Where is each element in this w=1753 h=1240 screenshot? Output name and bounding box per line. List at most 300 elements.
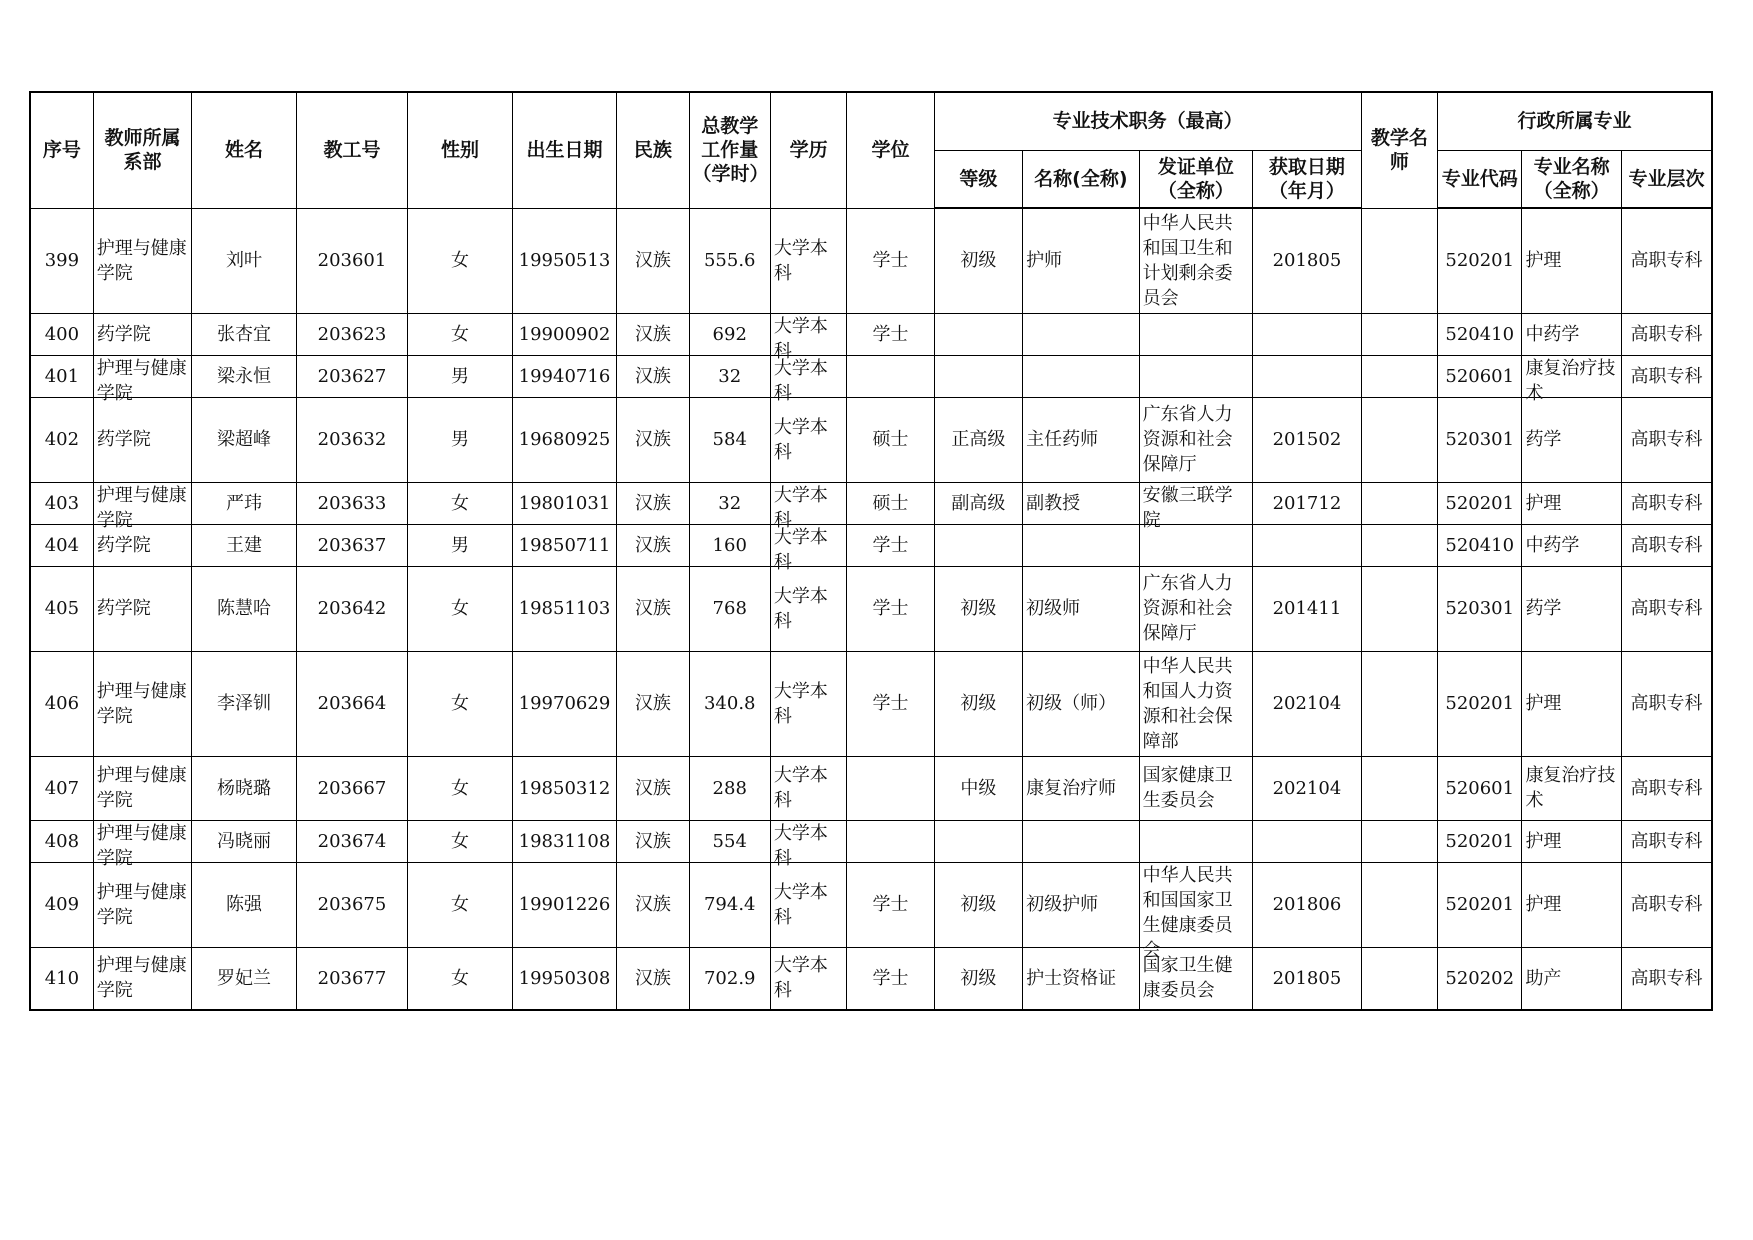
cell-education-text: 大学本科	[773, 881, 828, 928]
header-major-name: 专业名称（全称）	[1522, 150, 1621, 208]
cell-major-level	[1621, 355, 1712, 397]
cell-staff-no	[296, 651, 408, 756]
cell-gender	[408, 566, 512, 651]
cell-staff-no	[296, 397, 408, 482]
cell-gender-text: 男	[450, 429, 469, 450]
cell-gender-text: 女	[450, 323, 469, 345]
cell-birth-text: 19970629	[518, 693, 611, 714]
cell-major-code-text: 520301	[1445, 429, 1515, 450]
cell-major-name-text: 药学	[1525, 429, 1562, 450]
cell-major-level-text: 高职专科	[1630, 967, 1703, 989]
cell-education	[770, 566, 846, 651]
cell-major-code-text: 520410	[1445, 323, 1515, 345]
cell-degree-text: 学士	[872, 534, 909, 556]
cell-seq	[30, 756, 93, 820]
header-name: 姓名	[192, 92, 296, 208]
cell-staff-no-text: 203633	[317, 492, 387, 514]
cell-degree-text: 学士	[872, 250, 909, 271]
cell-major-name-text: 护理	[1525, 894, 1562, 915]
cell-ethnic-text: 汉族	[634, 777, 671, 799]
cell-dept	[93, 355, 191, 404]
cell-major-name	[1522, 397, 1621, 482]
cell-name	[192, 862, 296, 947]
cell-major-code-text: 520201	[1445, 693, 1515, 714]
cell-major-code	[1438, 947, 1522, 1010]
cell-title-issuer-text: 中华人民共和国国家卫生健康委员会	[1142, 865, 1233, 961]
cell-workload	[689, 651, 770, 756]
cell-major-level-text: 高职专科	[1630, 693, 1703, 714]
cell-major-name	[1522, 862, 1621, 947]
cell-birth-text: 19950308	[518, 967, 611, 989]
cell-workload	[689, 947, 770, 1010]
cell-seq-text: 409	[44, 894, 80, 915]
cell-major-name-text: 助产	[1525, 967, 1562, 989]
cell-staff-no	[296, 524, 408, 566]
cell-title-issuer	[1139, 482, 1253, 531]
cell-dept-text: 护理与健康学院	[96, 823, 187, 869]
cell-title-level-text: 初级	[960, 967, 997, 989]
cell-workload-text: 555.6	[703, 250, 756, 271]
header-title-date: 获取日期（年月）	[1253, 150, 1362, 208]
cell-dept-text: 护理与健康学院	[96, 955, 187, 1002]
cell-major-level	[1621, 862, 1712, 947]
cell-birth-text: 19851103	[518, 598, 611, 619]
cell-staff-no	[296, 862, 408, 947]
cell-degree	[847, 397, 934, 482]
cell-staff-no	[296, 947, 408, 1010]
table-row	[30, 208, 1712, 313]
cell-major-level-text: 高职专科	[1630, 777, 1703, 799]
cell-ethnic	[617, 820, 689, 862]
cell-education	[770, 313, 846, 362]
cell-education	[770, 524, 846, 573]
cell-major-code	[1438, 862, 1522, 947]
cell-dept-text: 护理与健康学院	[96, 358, 187, 404]
cell-major-code-text: 520201	[1445, 492, 1515, 514]
cell-birth-text: 19850711	[518, 534, 611, 556]
cell-staff-no	[296, 820, 408, 862]
cell-title-level	[934, 820, 1022, 862]
cell-dept-text: 药学院	[96, 429, 151, 450]
cell-staff-no-text: 203675	[317, 894, 387, 915]
header-education: 学历	[770, 92, 846, 208]
cell-dept-text: 护理与健康学院	[96, 765, 187, 811]
cell-degree	[847, 313, 934, 355]
cell-major-name	[1522, 482, 1621, 524]
cell-gender	[408, 820, 512, 862]
cell-dept	[93, 566, 191, 651]
cell-title-issuer-text: 中华人民共和国卫生和计划剩余委员会	[1142, 212, 1233, 309]
cell-famous-teacher	[1361, 566, 1437, 651]
cell-staff-no	[296, 482, 408, 524]
cell-major-name-text: 护理	[1525, 830, 1562, 852]
cell-major-name-text: 康复治疗技术	[1525, 765, 1616, 811]
cell-title-issuer	[1139, 397, 1253, 482]
cell-title-date	[1253, 524, 1362, 566]
table-row	[30, 566, 1712, 651]
cell-major-name	[1522, 208, 1621, 313]
cell-title-level	[934, 208, 1022, 313]
cell-birth	[512, 947, 616, 1010]
cell-title-date	[1253, 756, 1362, 820]
cell-title-issuer-text: 国家卫生健康委员会	[1142, 955, 1233, 1002]
cell-major-level	[1621, 566, 1712, 651]
cell-title-name	[1023, 820, 1140, 862]
cell-workload-text: 768	[712, 598, 747, 619]
cell-workload-text: 692	[712, 323, 747, 345]
cell-seq	[30, 355, 93, 397]
cell-major-level	[1621, 397, 1712, 482]
cell-title-date-text: 202104	[1272, 693, 1342, 714]
cell-title-issuer	[1139, 313, 1253, 355]
cell-gender-text: 女	[450, 598, 469, 619]
cell-title-name-text: 初级护师	[1026, 894, 1099, 915]
cell-title-level-text: 中级	[960, 777, 997, 799]
cell-title-issuer-text: 国家健康卫生委员会	[1142, 765, 1233, 811]
cell-seq	[30, 862, 93, 947]
cell-name	[192, 947, 296, 1010]
cell-staff-no-text: 203623	[317, 323, 387, 345]
cell-education-text: 大学本科	[773, 416, 828, 463]
cell-major-code	[1438, 397, 1522, 482]
header-staff-no: 教工号	[296, 92, 408, 208]
cell-gender-text: 女	[450, 492, 469, 514]
cell-title-issuer	[1139, 208, 1253, 313]
cell-name-text: 陈慧哈	[216, 598, 271, 619]
cell-title-level-text: 初级	[960, 894, 997, 915]
cell-birth	[512, 756, 616, 820]
cell-seq-text: 399	[44, 250, 80, 271]
cell-education-text: 大学本科	[773, 527, 828, 573]
cell-major-level-text: 高职专科	[1630, 598, 1703, 619]
cell-ethnic-text: 汉族	[634, 830, 671, 852]
cell-ethnic	[617, 862, 689, 947]
cell-education-text: 大学本科	[773, 316, 828, 362]
cell-title-date	[1253, 947, 1362, 1010]
cell-workload-text: 288	[712, 777, 747, 799]
cell-seq-text: 402	[44, 429, 80, 450]
cell-title-date-text: 202104	[1272, 777, 1342, 799]
cell-title-name	[1023, 397, 1140, 482]
cell-title-level-text: 初级	[960, 598, 997, 619]
cell-workload-text: 554	[712, 830, 747, 852]
cell-title-date-text: 201502	[1272, 429, 1342, 450]
cell-degree-text: 学士	[872, 323, 909, 345]
cell-name	[192, 820, 296, 862]
cell-gender-text: 女	[450, 894, 469, 915]
cell-title-issuer	[1139, 651, 1253, 756]
cell-major-code-text: 520202	[1445, 967, 1515, 989]
cell-title-date-text: 201805	[1272, 967, 1342, 989]
cell-title-issuer-text: 广东省人力资源和社会保障厅	[1142, 404, 1233, 475]
cell-title-name	[1023, 756, 1140, 820]
cell-staff-no	[296, 208, 408, 313]
table-row	[30, 820, 1712, 862]
cell-name-text: 张杏宜	[216, 323, 271, 345]
header-gender: 性别	[408, 92, 512, 208]
cell-major-code	[1438, 355, 1522, 397]
cell-title-issuer-text: 中华人民共和国人力资源和社会保障部	[1142, 655, 1233, 752]
cell-degree	[847, 524, 934, 566]
cell-name-text: 李泽钏	[216, 693, 271, 714]
cell-name	[192, 397, 296, 482]
cell-major-code-text: 520201	[1445, 830, 1515, 852]
cell-gender-text: 男	[450, 365, 469, 387]
cell-gender	[408, 524, 512, 566]
cell-degree-text: 学士	[872, 894, 909, 915]
cell-name-text: 冯晓丽	[216, 830, 271, 852]
cell-title-name	[1023, 862, 1140, 947]
cell-gender	[408, 397, 512, 482]
header-title-level: 等级	[934, 150, 1022, 208]
cell-major-code-text: 520201	[1445, 894, 1515, 915]
cell-title-date	[1253, 482, 1362, 524]
cell-workload	[689, 313, 770, 355]
cell-workload-text: 160	[712, 534, 747, 556]
cell-name-text: 刘叶	[225, 250, 262, 271]
cell-seq	[30, 524, 93, 566]
cell-name	[192, 651, 296, 756]
cell-birth	[512, 820, 616, 862]
cell-major-code-text: 520410	[1445, 534, 1515, 556]
cell-major-code	[1438, 756, 1522, 820]
cell-ethnic-text: 汉族	[634, 967, 671, 989]
cell-dept	[93, 482, 191, 531]
cell-major-name-text: 护理	[1525, 492, 1562, 514]
cell-gender	[408, 862, 512, 947]
cell-name	[192, 208, 296, 313]
cell-major-level	[1621, 651, 1712, 756]
cell-staff-no-text: 203637	[317, 534, 387, 556]
header-degree: 学位	[847, 92, 934, 208]
cell-education	[770, 947, 846, 1010]
cell-degree-text: 学士	[872, 967, 909, 989]
table-body	[30, 208, 1712, 1010]
table-row	[30, 482, 1712, 524]
cell-birth-text: 19680925	[518, 429, 611, 450]
cell-title-issuer	[1139, 862, 1253, 961]
cell-birth	[512, 482, 616, 524]
cell-major-code	[1438, 566, 1522, 651]
cell-major-level	[1621, 482, 1712, 524]
cell-major-name-text: 中药学	[1525, 323, 1580, 345]
cell-seq	[30, 820, 93, 862]
cell-dept	[93, 651, 191, 756]
cell-gender	[408, 482, 512, 524]
cell-workload	[689, 524, 770, 566]
cell-name	[192, 313, 296, 355]
cell-major-code-text: 520601	[1445, 777, 1515, 799]
cell-major-code	[1438, 313, 1522, 355]
cell-workload	[689, 862, 770, 947]
cell-seq-text: 408	[44, 830, 80, 852]
cell-seq	[30, 397, 93, 482]
cell-title-issuer	[1139, 820, 1253, 862]
cell-major-level	[1621, 208, 1712, 313]
cell-title-date-text: 201806	[1272, 894, 1342, 915]
cell-major-name	[1522, 756, 1621, 820]
cell-seq-text: 404	[44, 534, 80, 556]
cell-title-date-text: 201712	[1272, 492, 1342, 514]
cell-dept-text: 药学院	[96, 534, 151, 556]
cell-major-level	[1621, 820, 1712, 862]
cell-staff-no-text: 203642	[317, 598, 387, 619]
cell-ethnic	[617, 313, 689, 355]
cell-education-text: 大学本科	[773, 765, 828, 811]
cell-workload-text: 32	[718, 492, 742, 514]
cell-seq	[30, 313, 93, 355]
cell-title-level	[934, 313, 1022, 355]
table-row	[30, 397, 1712, 482]
cell-ethnic-text: 汉族	[634, 534, 671, 556]
cell-staff-no-text: 203674	[317, 830, 387, 852]
header-title-name: 名称(全称)	[1023, 150, 1140, 208]
cell-name	[192, 524, 296, 566]
cell-title-level	[934, 756, 1022, 820]
cell-education-text: 大学本科	[773, 237, 828, 284]
cell-ethnic	[617, 397, 689, 482]
cell-birth	[512, 313, 616, 355]
cell-title-name	[1023, 313, 1140, 355]
cell-title-name-text: 康复治疗师	[1026, 777, 1117, 799]
cell-staff-no-text: 203601	[317, 250, 387, 271]
cell-staff-no-text: 203632	[317, 429, 387, 450]
cell-seq	[30, 482, 93, 524]
cell-staff-no-text: 203667	[317, 777, 387, 799]
table-row	[30, 313, 1712, 355]
cell-seq	[30, 947, 93, 1010]
cell-name-text: 陈强	[225, 894, 262, 915]
cell-degree-text: 学士	[872, 693, 909, 714]
table-row	[30, 524, 1712, 566]
cell-ethnic	[617, 947, 689, 1010]
cell-dept	[93, 862, 191, 947]
cell-birth-text: 19901226	[518, 894, 611, 915]
cell-name-text: 王建	[225, 534, 262, 556]
cell-title-name-text: 护师	[1026, 250, 1063, 272]
cell-famous-teacher	[1361, 947, 1437, 1010]
cell-title-date	[1253, 651, 1362, 756]
cell-birth-text: 19850312	[518, 777, 611, 799]
cell-birth	[512, 566, 616, 651]
cell-title-level	[934, 947, 1022, 1010]
cell-degree	[847, 355, 934, 397]
cell-major-level-text: 高职专科	[1630, 429, 1703, 450]
cell-famous-teacher	[1361, 756, 1437, 820]
cell-staff-no	[296, 355, 408, 397]
cell-dept-text: 护理与健康学院	[96, 485, 187, 531]
cell-birth	[512, 397, 616, 482]
cell-ethnic-text: 汉族	[634, 492, 671, 514]
cell-birth-text: 19831108	[518, 830, 611, 852]
cell-education	[770, 862, 846, 947]
cell-ethnic-text: 汉族	[634, 894, 671, 915]
cell-major-name	[1522, 947, 1621, 1010]
cell-title-level-text: 初级	[960, 693, 997, 714]
cell-education-text: 大学本科	[773, 680, 828, 727]
cell-famous-teacher	[1361, 208, 1437, 313]
cell-workload	[689, 355, 770, 397]
teacher-table	[29, 91, 1713, 1011]
cell-major-name	[1522, 820, 1621, 862]
cell-gender	[408, 651, 512, 756]
cell-staff-no-text: 203664	[317, 693, 387, 714]
cell-dept	[93, 947, 191, 1010]
cell-title-name	[1023, 355, 1140, 397]
cell-title-issuer	[1139, 756, 1253, 820]
cell-workload-text: 340.8	[703, 693, 756, 714]
cell-birth	[512, 651, 616, 756]
cell-title-level	[934, 524, 1022, 566]
cell-title-date	[1253, 820, 1362, 862]
header-major-code: 专业代码	[1438, 150, 1522, 208]
cell-birth	[512, 208, 616, 313]
cell-major-level-text: 高职专科	[1630, 365, 1703, 387]
cell-education	[770, 355, 846, 404]
cell-name	[192, 566, 296, 651]
cell-education-text: 大学本科	[773, 955, 828, 1002]
cell-ethnic	[617, 756, 689, 820]
cell-dept-text: 护理与健康学院	[96, 237, 187, 284]
cell-major-level-text: 高职专科	[1630, 830, 1703, 852]
cell-major-name-text: 药学	[1525, 598, 1562, 619]
cell-major-name	[1522, 566, 1621, 651]
cell-gender	[408, 756, 512, 820]
cell-gender	[408, 208, 512, 313]
cell-dept	[93, 397, 191, 482]
cell-title-issuer	[1139, 566, 1253, 651]
cell-degree	[847, 208, 934, 313]
cell-major-name-text: 护理	[1525, 250, 1562, 272]
cell-title-name-text: 初级师	[1026, 598, 1081, 619]
cell-workload-text: 794.4	[703, 894, 756, 915]
cell-education	[770, 651, 846, 756]
cell-ethnic-text: 汉族	[634, 693, 671, 714]
cell-title-level-text: 副高级	[951, 492, 1006, 514]
table-header	[30, 92, 1712, 208]
cell-seq	[30, 208, 93, 313]
cell-dept	[93, 820, 191, 869]
cell-title-name-text: 护士资格证	[1026, 967, 1117, 989]
cell-gender-text: 女	[450, 250, 469, 271]
cell-title-name-text: 主任药师	[1026, 429, 1099, 450]
cell-name-text: 梁永恒	[216, 365, 271, 387]
cell-ethnic	[617, 524, 689, 566]
cell-dept	[93, 313, 191, 355]
cell-major-name	[1522, 313, 1621, 355]
cell-gender	[408, 355, 512, 397]
cell-seq	[30, 566, 93, 651]
cell-major-name-text: 康复治疗技术	[1525, 358, 1616, 404]
header-ethnic: 民族	[617, 92, 689, 208]
cell-workload	[689, 756, 770, 820]
cell-major-name	[1522, 355, 1621, 404]
cell-workload-text: 32	[718, 365, 742, 387]
cell-major-level	[1621, 947, 1712, 1010]
cell-gender-text: 男	[450, 534, 469, 556]
cell-degree	[847, 566, 934, 651]
header-seq: 序号	[30, 92, 93, 208]
header-workload: 总教学工作量（学时）	[689, 92, 770, 208]
cell-birth	[512, 355, 616, 397]
cell-education	[770, 756, 846, 820]
cell-major-level-text: 高职专科	[1630, 894, 1703, 915]
table-row	[30, 756, 1712, 820]
cell-title-level	[934, 355, 1022, 397]
cell-ethnic-text: 汉族	[634, 598, 671, 619]
cell-title-name	[1023, 566, 1140, 651]
cell-ethnic	[617, 355, 689, 397]
